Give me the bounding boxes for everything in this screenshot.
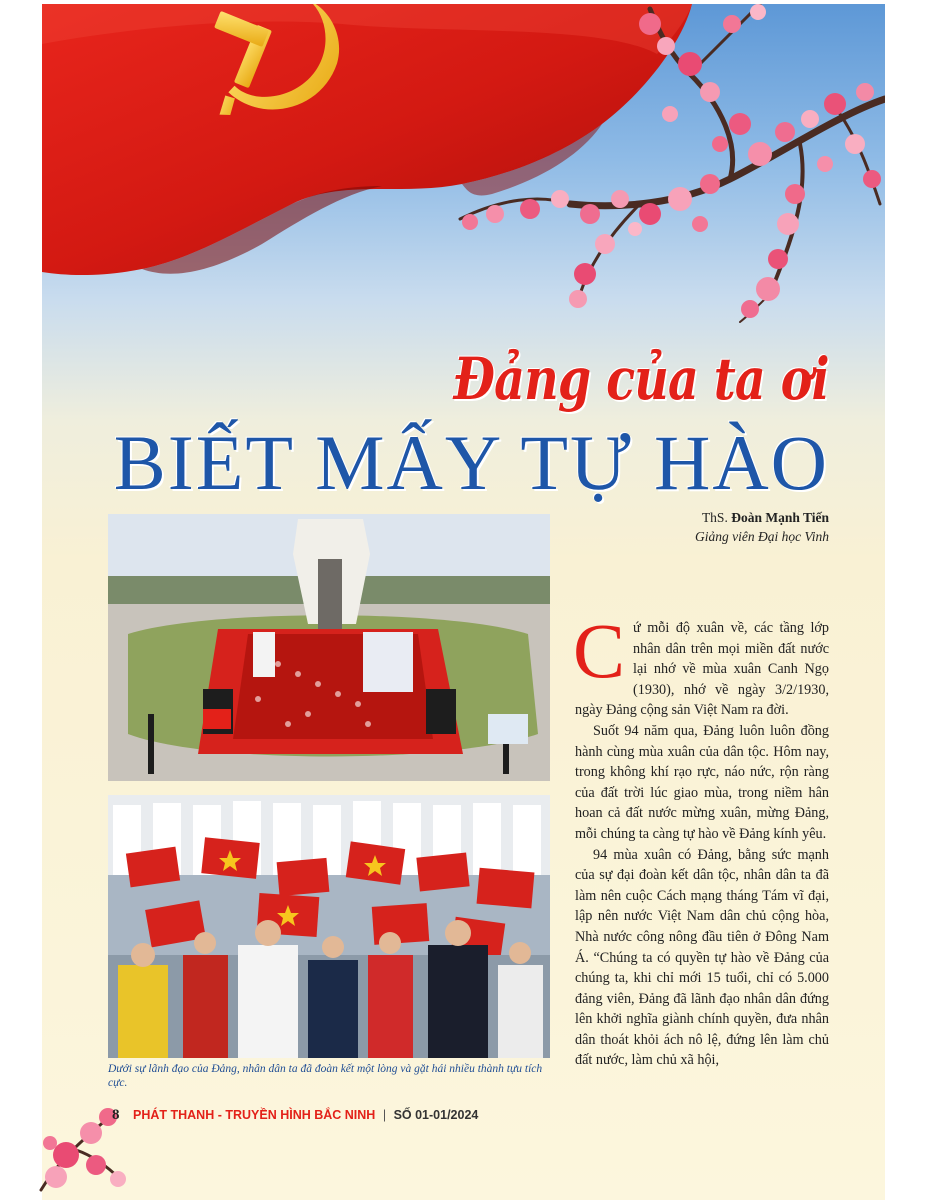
article-paragraph-1 [573,607,829,721]
publication-name: PHÁT THANH - TRUYỀN HÌNH BẮC NINH [132,1108,376,1122]
author-degree: ThS. [701,510,728,525]
article-paragraph-3: 94 mùa xuân có Đảng, bằng sức mạnh của sự đại đoàn kết dân tộc, nhân dân ta đã làm nên cuộc Cách mạng tháng Tám vĩ đại, lập nên nước Việt Nam dân chủ cộng hòa, Nhà nước công nông đầu tiên ở Đông Nam Á. “Chúng ta có quyền tự hào về Đảng của chúng ta, khi chỉ mới 15 tuổi, chỉ có 5.000 đảng viên, Đảng đã lãnh đạo nhân dân đứng lên khởi nghĩa giành chính quyền, đưa nhân dân thoát khỏi ách nô lệ, đứng lên làm chủ đất nước, làm chủ xã hội, [575,846,829,1069]
drop-cap: C [573,607,626,694]
author-role: Giảng viên Đại học Vinh [695,529,829,544]
page-footer [112,1107,478,1125]
article-body [573,607,829,1071]
article-title-line2: BIẾT MẤY TỰ HÀO [113,419,829,506]
page-margin-left [0,0,42,1200]
photo-caption: Dưới sự lãnh đạo của Đảng, nhân dân ta đã đoàn kết một lòng và gặt hái nhiều thành tựu tích cực. [108,1063,543,1089]
article-title-line1: Đảng của ta ơi [453,345,829,413]
footer-separator: | [382,1108,387,1122]
paragraph-1-text: ứ mỗi độ xuân về, các tầng lớp nhân dân trên mọi miền đất nước lại nhớ về mùa xuân Canh Ngọ (1930), nhớ về ngày 3/2/1930, ngày Đảng cộng sản Việt Nam ra đời. [575,620,829,719]
author-block [695,508,829,546]
page-margin-right [885,0,927,1200]
page-number: 8 [112,1107,120,1123]
article-paragraph-2: Suốt 94 năm qua, Đảng luôn luôn đồng hành cùng mùa xuân của dân tộc. Hôm nay, trong không khí rạo rực, náo nức, rộn ràng của đất trời lúc giao mùa, trong niềm hân hoan cả đất nước mừng xuân, mừng Đảng, mỗi chúng ta càng tự hào về Đảng kính yêu. [575,722,829,842]
issue-number: SỐ 01-01/2024 [393,1108,479,1122]
peach-blossom-branch-image [440,4,885,324]
people-waving-flags-photo [108,795,550,1058]
ceremony-aerial-photo [108,514,550,781]
blossom-flowers [462,4,881,318]
author-name: Đoàn Mạnh Tiến [731,510,829,525]
